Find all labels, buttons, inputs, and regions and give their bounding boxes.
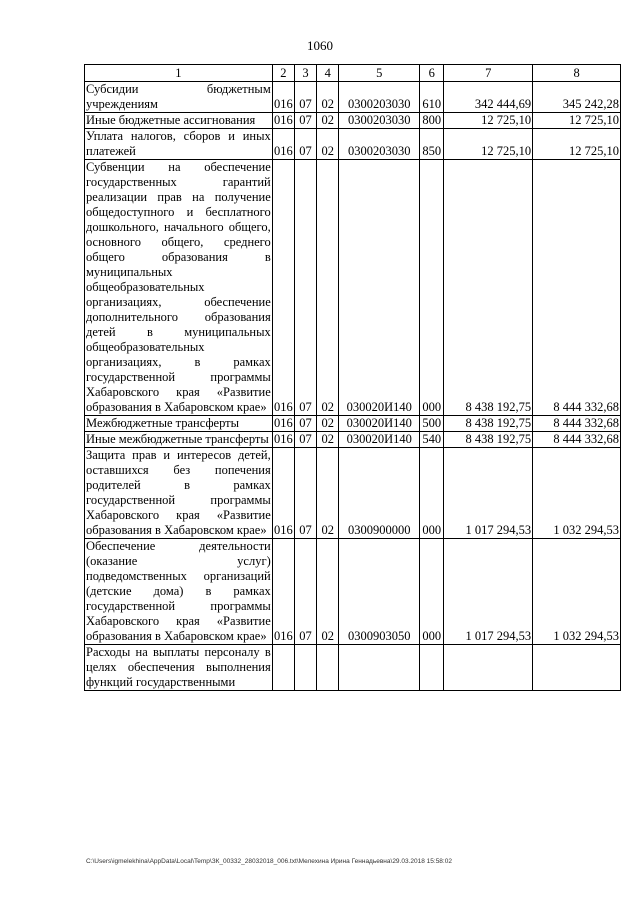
cell-amount-2: 12 725,10 bbox=[533, 113, 621, 129]
header-row bbox=[85, 65, 621, 82]
column-header: 7 bbox=[444, 65, 533, 82]
cell-amount-1: 8 438 192,75 bbox=[444, 160, 533, 416]
cell-pr: 02 bbox=[317, 539, 339, 645]
cell-vr: 000 bbox=[420, 539, 444, 645]
row-name-text: Расходы на выплаты персоналу в целях обеспечения выполнения функций государственными bbox=[86, 645, 271, 689]
cell-csr: 030020И140 bbox=[339, 432, 420, 448]
cell-pr: 02 bbox=[317, 448, 339, 539]
table-row bbox=[85, 129, 621, 160]
cell-amount-2: 1 032 294,53 bbox=[533, 539, 621, 645]
table-row bbox=[85, 416, 621, 432]
budget-table bbox=[84, 64, 621, 691]
column-header: 1 bbox=[85, 65, 273, 82]
cell-vr: 800 bbox=[420, 113, 444, 129]
table-row bbox=[85, 82, 621, 113]
cell-glava: 016 bbox=[273, 432, 293, 446]
cell-amount-1: 12 725,10 bbox=[444, 113, 533, 129]
cell-rz: 07 bbox=[294, 448, 316, 539]
cell-amount-1: 8 438 192,75 bbox=[444, 416, 533, 432]
cell-glava: 016 bbox=[272, 448, 294, 539]
cell-amount-2: 8 444 332,68 bbox=[533, 160, 621, 416]
cell-pr bbox=[317, 645, 339, 691]
cell-rz: 07 bbox=[294, 160, 316, 416]
cell-amount-2: 12 725,10 bbox=[533, 129, 621, 160]
row-name bbox=[85, 113, 273, 129]
cell-vr: 000 bbox=[420, 448, 444, 539]
row-name bbox=[85, 539, 273, 645]
cell-pr: 02 bbox=[317, 82, 339, 113]
cell-amount-1: 1 017 294,53 bbox=[444, 448, 533, 539]
cell-csr: 0300903050 bbox=[339, 539, 420, 645]
row-name bbox=[85, 82, 273, 113]
row-name-text: Межбюджетные трансферты bbox=[86, 416, 240, 430]
cell-csr: 0300203030 bbox=[339, 82, 420, 113]
cell-amount-1: 1 017 294,53 bbox=[444, 539, 533, 645]
cell-vr: 610 bbox=[420, 82, 444, 113]
cell-rz: 07 bbox=[294, 129, 316, 160]
cell-glava bbox=[272, 645, 294, 691]
column-header: 8 bbox=[533, 65, 621, 82]
table-row bbox=[85, 539, 621, 645]
cell-amount-2: 8 444 332,68 bbox=[533, 416, 621, 432]
cell-rz: 07 bbox=[294, 432, 316, 448]
cell-vr: 540 bbox=[420, 432, 444, 448]
table-row bbox=[85, 432, 621, 448]
row-name-text: Субвенции на обеспечение государственных гарантий реализации прав на получение общедоступного и бесплатного дошкольного, начального общего, основного общего, среднего общего образования в муниципальных общеобразовательных организациях, обеспечение дополнительного образования детей в муниципальных общеобразовательных организациях, в рамках государственной программы Хабаровского края «Развитие образования в Хабаровском крае» bbox=[86, 160, 271, 414]
column-header: 3 bbox=[294, 65, 316, 82]
table-row bbox=[85, 448, 621, 539]
cell-csr: 030020И140 bbox=[339, 416, 420, 432]
cell-glava: 016 bbox=[273, 113, 293, 127]
cell-glava: 016 bbox=[272, 539, 294, 645]
row-name-text: Уплата налогов, сборов и иных платежей bbox=[86, 129, 271, 158]
page-number: 1060 bbox=[307, 38, 333, 53]
row-name bbox=[85, 129, 273, 160]
cell-vr bbox=[420, 645, 444, 691]
row-name-text: Субсидии бюджетным учреждениям bbox=[86, 82, 271, 111]
cell-pr: 02 bbox=[317, 160, 339, 416]
cell-glava: 016 bbox=[272, 129, 294, 160]
row-name bbox=[85, 432, 273, 448]
row-name-text: Защита прав и интересов детей, оставшихся без попечения родителей в рамках государственной программы Хабаровского края «Развитие образования в Хабаровском крае» bbox=[86, 448, 271, 537]
table-row bbox=[85, 645, 621, 691]
row-name bbox=[85, 416, 273, 432]
cell-amount-1 bbox=[444, 645, 533, 691]
cell-pr: 02 bbox=[317, 113, 339, 129]
cell-csr: 0300203030 bbox=[339, 129, 420, 160]
cell-vr: 500 bbox=[420, 416, 444, 432]
cell-pr: 02 bbox=[317, 129, 339, 160]
cell-amount-1: 8 438 192,75 bbox=[444, 432, 533, 448]
table-row bbox=[85, 113, 621, 129]
cell-rz: 07 bbox=[294, 539, 316, 645]
row-name bbox=[85, 448, 273, 539]
cell-vr: 000 bbox=[420, 160, 444, 416]
cell-pr: 02 bbox=[317, 416, 339, 432]
column-header: 4 bbox=[317, 65, 339, 82]
cell-amount-2: 1 032 294,53 bbox=[533, 448, 621, 539]
cell-csr: 030020И140 bbox=[339, 160, 420, 416]
cell-glava: 016 bbox=[272, 160, 294, 416]
row-name bbox=[85, 160, 273, 416]
cell-amount-1: 12 725,10 bbox=[444, 129, 533, 160]
cell-amount-2 bbox=[533, 645, 621, 691]
cell-rz: 07 bbox=[294, 113, 316, 129]
cell-glava: 016 bbox=[272, 82, 294, 113]
cell-csr bbox=[339, 645, 420, 691]
column-header: 5 bbox=[339, 65, 420, 82]
cell-amount-1: 342 444,69 bbox=[444, 82, 533, 113]
cell-rz bbox=[294, 645, 316, 691]
row-name-text: Иные бюджетные ассигнования bbox=[86, 113, 256, 127]
row-name bbox=[85, 645, 273, 691]
cell-vr: 850 bbox=[420, 129, 444, 160]
cell-amount-2: 8 444 332,68 bbox=[533, 432, 621, 448]
file-path-footer: C:\Users\igmelekhina\AppData\Local\Temp\ЗК_00332_28032018_006.txt\Мелехина Ирина Геннадьевна\29.03.2018 15:58:02 bbox=[86, 858, 452, 865]
cell-rz: 07 bbox=[294, 416, 316, 432]
cell-csr: 0300900000 bbox=[339, 448, 420, 539]
row-name-text: Обеспечение деятельности (оказание услуг) подведомственных организаций (детские дома) в рамках государственной программы Хабаровского края «Развитие образования в Хабаровском крае» bbox=[86, 539, 271, 643]
row-name-text: Иные межбюджетные трансферты bbox=[86, 432, 269, 446]
column-header: 6 bbox=[420, 65, 444, 82]
cell-amount-2: 345 242,28 bbox=[533, 82, 621, 113]
column-header: 2 bbox=[272, 65, 294, 82]
cell-glava: 016 bbox=[273, 416, 293, 430]
cell-pr: 02 bbox=[317, 432, 339, 448]
cell-rz: 07 bbox=[294, 82, 316, 113]
table-row bbox=[85, 160, 621, 416]
cell-csr: 0300203030 bbox=[339, 113, 420, 129]
